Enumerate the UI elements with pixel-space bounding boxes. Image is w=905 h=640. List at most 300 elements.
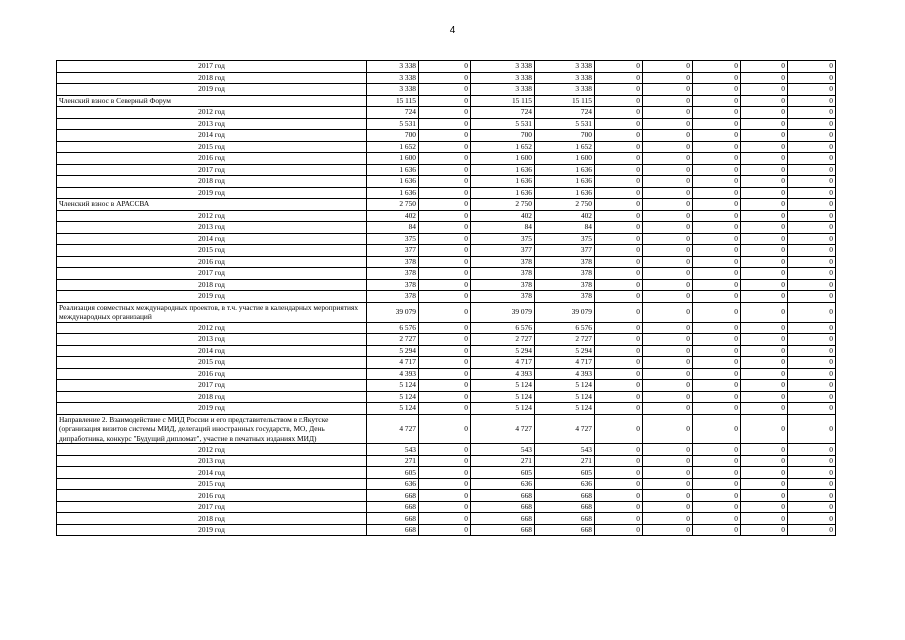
value-cell: 0 [788,153,836,165]
year-row [57,444,836,456]
value-cell: 0 [788,490,836,502]
value-cell: 0 [741,118,788,130]
year-label: 2015 год [57,141,367,153]
value-cell: 39 079 [535,302,595,322]
year-row [57,478,836,490]
value-cell: 1 636 [367,164,419,176]
value-cell: 0 [643,199,693,211]
value-cell: 0 [419,444,471,456]
value-cell: 0 [595,291,643,303]
value-cell: 0 [788,107,836,119]
value-cell: 0 [595,245,643,257]
year-label: 2019 год [57,403,367,415]
value-cell: 377 [471,245,535,257]
value-cell: 0 [643,444,693,456]
section-row [57,414,836,444]
value-cell: 402 [367,210,419,222]
value-cell: 0 [741,334,788,346]
value-cell: 1 600 [471,153,535,165]
value-cell: 0 [788,222,836,234]
value-cell: 0 [595,403,643,415]
value-cell: 0 [788,403,836,415]
year-row [57,490,836,502]
value-cell: 0 [741,210,788,222]
value-cell: 0 [788,72,836,84]
value-cell: 0 [595,164,643,176]
value-cell: 1 636 [535,164,595,176]
value-cell: 5 124 [367,391,419,403]
value-cell: 0 [693,256,741,268]
value-cell: 724 [367,107,419,119]
value-cell: 636 [471,478,535,490]
value-cell: 0 [595,334,643,346]
value-cell: 3 338 [535,72,595,84]
value-cell: 0 [693,490,741,502]
value-cell: 0 [595,380,643,392]
value-cell: 0 [643,153,693,165]
value-cell: 0 [741,199,788,211]
value-cell: 0 [595,210,643,222]
value-cell: 0 [788,345,836,357]
value-cell: 0 [788,164,836,176]
value-cell: 1 600 [367,153,419,165]
value-cell: 605 [471,467,535,479]
value-cell: 5 531 [471,118,535,130]
value-cell: 605 [367,467,419,479]
value-cell: 0 [788,187,836,199]
value-cell: 6 576 [535,322,595,334]
value-cell: 0 [643,357,693,369]
value-cell: 0 [693,414,741,444]
value-cell: 0 [693,478,741,490]
year-label: 2012 год [57,107,367,119]
value-cell: 0 [643,107,693,119]
value-cell: 0 [595,501,643,513]
value-cell: 0 [595,391,643,403]
value-cell: 0 [419,322,471,334]
section-label: Членский взнос в Северный Форум [57,95,367,107]
value-cell: 0 [419,141,471,153]
value-cell: 0 [643,380,693,392]
value-cell: 2 727 [535,334,595,346]
value-cell: 0 [788,334,836,346]
value-cell: 0 [741,478,788,490]
value-cell: 0 [693,107,741,119]
value-cell: 0 [693,268,741,280]
year-label: 2013 год [57,118,367,130]
value-cell: 0 [643,467,693,479]
value-cell: 0 [643,176,693,188]
value-cell: 0 [643,334,693,346]
year-row [57,391,836,403]
year-label: 2016 год [57,490,367,502]
value-cell: 0 [419,455,471,467]
table-body [57,61,836,536]
value-cell: 0 [595,322,643,334]
value-cell: 0 [643,302,693,322]
year-label: 2016 год [57,256,367,268]
value-cell: 0 [693,210,741,222]
value-cell: 0 [419,345,471,357]
value-cell: 0 [741,130,788,142]
value-cell: 0 [643,118,693,130]
value-cell: 1 636 [471,187,535,199]
value-cell: 1 636 [367,187,419,199]
value-cell: 668 [367,513,419,525]
value-cell: 668 [367,490,419,502]
value-cell: 0 [643,130,693,142]
year-label: 2014 год [57,467,367,479]
value-cell: 0 [595,302,643,322]
value-cell: 0 [788,199,836,211]
value-cell: 0 [741,176,788,188]
value-cell: 0 [595,107,643,119]
value-cell: 0 [788,380,836,392]
year-row [57,164,836,176]
value-cell: 0 [693,403,741,415]
value-cell: 668 [367,501,419,513]
value-cell: 0 [788,268,836,280]
value-cell: 0 [741,164,788,176]
value-cell: 0 [419,380,471,392]
value-cell: 3 338 [471,72,535,84]
value-cell: 0 [643,345,693,357]
year-row [57,279,836,291]
value-cell: 5 294 [471,345,535,357]
value-cell: 1 636 [367,176,419,188]
value-cell: 3 338 [471,84,535,96]
year-row [57,141,836,153]
value-cell: 0 [419,357,471,369]
value-cell: 0 [419,478,471,490]
value-cell: 0 [788,210,836,222]
value-cell: 0 [693,322,741,334]
value-cell: 0 [741,368,788,380]
value-cell: 0 [741,245,788,257]
value-cell: 0 [788,478,836,490]
value-cell: 378 [367,291,419,303]
value-cell: 0 [788,118,836,130]
value-cell: 15 115 [471,95,535,107]
value-cell: 0 [419,501,471,513]
value-cell: 5 124 [471,380,535,392]
value-cell: 700 [535,130,595,142]
year-row [57,334,836,346]
value-cell: 0 [788,279,836,291]
value-cell: 0 [419,222,471,234]
value-cell: 0 [595,130,643,142]
value-cell: 4 727 [471,414,535,444]
value-cell: 0 [595,199,643,211]
value-cell: 378 [535,279,595,291]
year-label: 2015 год [57,357,367,369]
value-cell: 0 [741,153,788,165]
value-cell: 0 [643,233,693,245]
value-cell: 5 124 [471,391,535,403]
value-cell: 0 [741,187,788,199]
value-cell: 378 [367,268,419,280]
value-cell: 2 727 [367,334,419,346]
value-cell: 0 [693,302,741,322]
value-cell: 2 727 [471,334,535,346]
value-cell: 1 652 [471,141,535,153]
value-cell: 0 [419,256,471,268]
value-cell: 0 [741,467,788,479]
value-cell: 0 [693,222,741,234]
page-number: 4 [449,25,456,36]
value-cell: 0 [595,444,643,456]
value-cell: 0 [595,256,643,268]
value-cell: 668 [367,524,419,536]
year-row [57,233,836,245]
value-cell: 0 [419,403,471,415]
value-cell: 0 [419,153,471,165]
value-cell: 0 [741,391,788,403]
value-cell: 0 [788,357,836,369]
value-cell: 0 [788,414,836,444]
value-cell: 3 338 [367,72,419,84]
value-cell: 39 079 [471,302,535,322]
year-label: 2016 год [57,153,367,165]
value-cell: 0 [741,279,788,291]
value-cell: 0 [788,322,836,334]
value-cell: 0 [419,187,471,199]
value-cell: 0 [693,345,741,357]
value-cell: 0 [595,357,643,369]
value-cell: 0 [741,403,788,415]
value-cell: 668 [535,524,595,536]
year-row [57,130,836,142]
value-cell: 4 393 [367,368,419,380]
value-cell: 0 [643,391,693,403]
value-cell: 84 [471,222,535,234]
year-label: 2014 год [57,345,367,357]
value-cell: 0 [419,524,471,536]
value-cell: 0 [643,414,693,444]
value-cell: 0 [788,501,836,513]
value-cell: 0 [643,256,693,268]
value-cell: 378 [535,291,595,303]
value-cell: 0 [595,524,643,536]
value-cell: 0 [643,245,693,257]
value-cell: 0 [693,279,741,291]
value-cell: 0 [595,490,643,502]
value-cell: 0 [643,141,693,153]
value-cell: 378 [471,256,535,268]
value-cell: 0 [419,84,471,96]
value-cell: 3 338 [471,61,535,73]
value-cell: 0 [643,455,693,467]
value-cell: 15 115 [367,95,419,107]
value-cell: 5 294 [367,345,419,357]
value-cell: 402 [535,210,595,222]
year-label: 2013 год [57,222,367,234]
value-cell: 0 [643,210,693,222]
value-cell: 378 [471,291,535,303]
value-cell: 668 [471,490,535,502]
value-cell: 0 [693,95,741,107]
value-cell: 0 [693,444,741,456]
value-cell: 3 338 [367,84,419,96]
value-cell: 5 531 [367,118,419,130]
value-cell: 377 [367,245,419,257]
value-cell: 0 [595,268,643,280]
value-cell: 1 636 [471,176,535,188]
year-label: 2014 год [57,130,367,142]
value-cell: 0 [741,501,788,513]
value-cell: 378 [471,268,535,280]
value-cell: 0 [643,368,693,380]
value-cell: 4 717 [535,357,595,369]
value-cell: 5 531 [535,118,595,130]
year-row [57,455,836,467]
value-cell: 0 [419,467,471,479]
value-cell: 4 717 [471,357,535,369]
year-row [57,268,836,280]
section-row [57,199,836,211]
value-cell: 0 [741,141,788,153]
value-cell: 0 [419,245,471,257]
value-cell: 6 576 [471,322,535,334]
value-cell: 1 652 [367,141,419,153]
value-cell: 0 [788,84,836,96]
value-cell: 0 [788,130,836,142]
value-cell: 5 124 [367,403,419,415]
value-cell: 0 [643,72,693,84]
value-cell: 0 [693,84,741,96]
value-cell: 0 [595,455,643,467]
value-cell: 0 [693,357,741,369]
value-cell: 543 [367,444,419,456]
value-cell: 0 [693,61,741,73]
value-cell: 0 [595,414,643,444]
value-cell: 0 [788,245,836,257]
value-cell: 0 [643,490,693,502]
value-cell: 0 [788,444,836,456]
value-cell: 0 [693,72,741,84]
value-cell: 4 393 [535,368,595,380]
year-row [57,210,836,222]
year-row [57,84,836,96]
value-cell: 0 [643,322,693,334]
value-cell: 0 [595,141,643,153]
value-cell: 0 [741,455,788,467]
value-cell: 0 [693,153,741,165]
value-cell: 0 [419,268,471,280]
value-cell: 668 [471,524,535,536]
year-label: 2012 год [57,322,367,334]
value-cell: 378 [535,268,595,280]
value-cell: 0 [643,478,693,490]
value-cell: 0 [788,524,836,536]
value-cell: 0 [595,153,643,165]
value-cell: 378 [471,279,535,291]
value-cell: 0 [595,279,643,291]
value-cell: 0 [595,233,643,245]
value-cell: 1 652 [535,141,595,153]
value-cell: 636 [367,478,419,490]
value-cell: 0 [788,455,836,467]
value-cell: 3 338 [535,61,595,73]
value-cell: 0 [693,391,741,403]
year-label: 2017 год [57,501,367,513]
value-cell: 0 [595,84,643,96]
value-cell: 0 [788,302,836,322]
year-label: 2013 год [57,455,367,467]
value-cell: 0 [741,256,788,268]
year-label: 2015 год [57,478,367,490]
value-cell: 0 [643,501,693,513]
value-cell: 1 600 [535,153,595,165]
value-cell: 724 [471,107,535,119]
value-cell: 0 [741,95,788,107]
value-cell: 5 124 [367,380,419,392]
value-cell: 0 [643,403,693,415]
value-cell: 0 [741,291,788,303]
value-cell: 1 636 [535,176,595,188]
value-cell: 668 [535,513,595,525]
value-cell: 668 [535,490,595,502]
year-row [57,322,836,334]
value-cell: 0 [595,72,643,84]
value-cell: 84 [367,222,419,234]
value-cell: 0 [595,513,643,525]
value-cell: 0 [741,345,788,357]
value-cell: 0 [419,61,471,73]
value-cell: 0 [643,268,693,280]
value-cell: 3 338 [535,84,595,96]
value-cell: 636 [535,478,595,490]
value-cell: 84 [535,222,595,234]
value-cell: 5 124 [535,403,595,415]
value-cell: 4 727 [535,414,595,444]
value-cell: 0 [595,176,643,188]
value-cell: 0 [419,72,471,84]
value-cell: 378 [367,256,419,268]
value-cell: 0 [741,302,788,322]
value-cell: 700 [471,130,535,142]
value-cell: 0 [419,414,471,444]
value-cell: 0 [741,414,788,444]
value-cell: 0 [741,222,788,234]
year-label: 2018 год [57,391,367,403]
value-cell: 0 [595,95,643,107]
value-cell: 5 124 [535,391,595,403]
year-row [57,153,836,165]
value-cell: 0 [693,291,741,303]
year-label: 2013 год [57,334,367,346]
year-row [57,368,836,380]
value-cell: 543 [535,444,595,456]
value-cell: 0 [693,130,741,142]
value-cell: 6 576 [367,322,419,334]
value-cell: 0 [693,380,741,392]
value-cell: 0 [788,368,836,380]
value-cell: 0 [693,368,741,380]
year-row [57,345,836,357]
value-cell: 0 [693,187,741,199]
year-label: 2018 год [57,279,367,291]
year-label: 2019 год [57,187,367,199]
value-cell: 0 [419,130,471,142]
value-cell: 0 [741,233,788,245]
value-cell: 0 [788,61,836,73]
value-cell: 0 [419,176,471,188]
value-cell: 0 [741,61,788,73]
value-cell: 0 [741,380,788,392]
value-cell: 15 115 [535,95,595,107]
value-cell: 668 [471,501,535,513]
